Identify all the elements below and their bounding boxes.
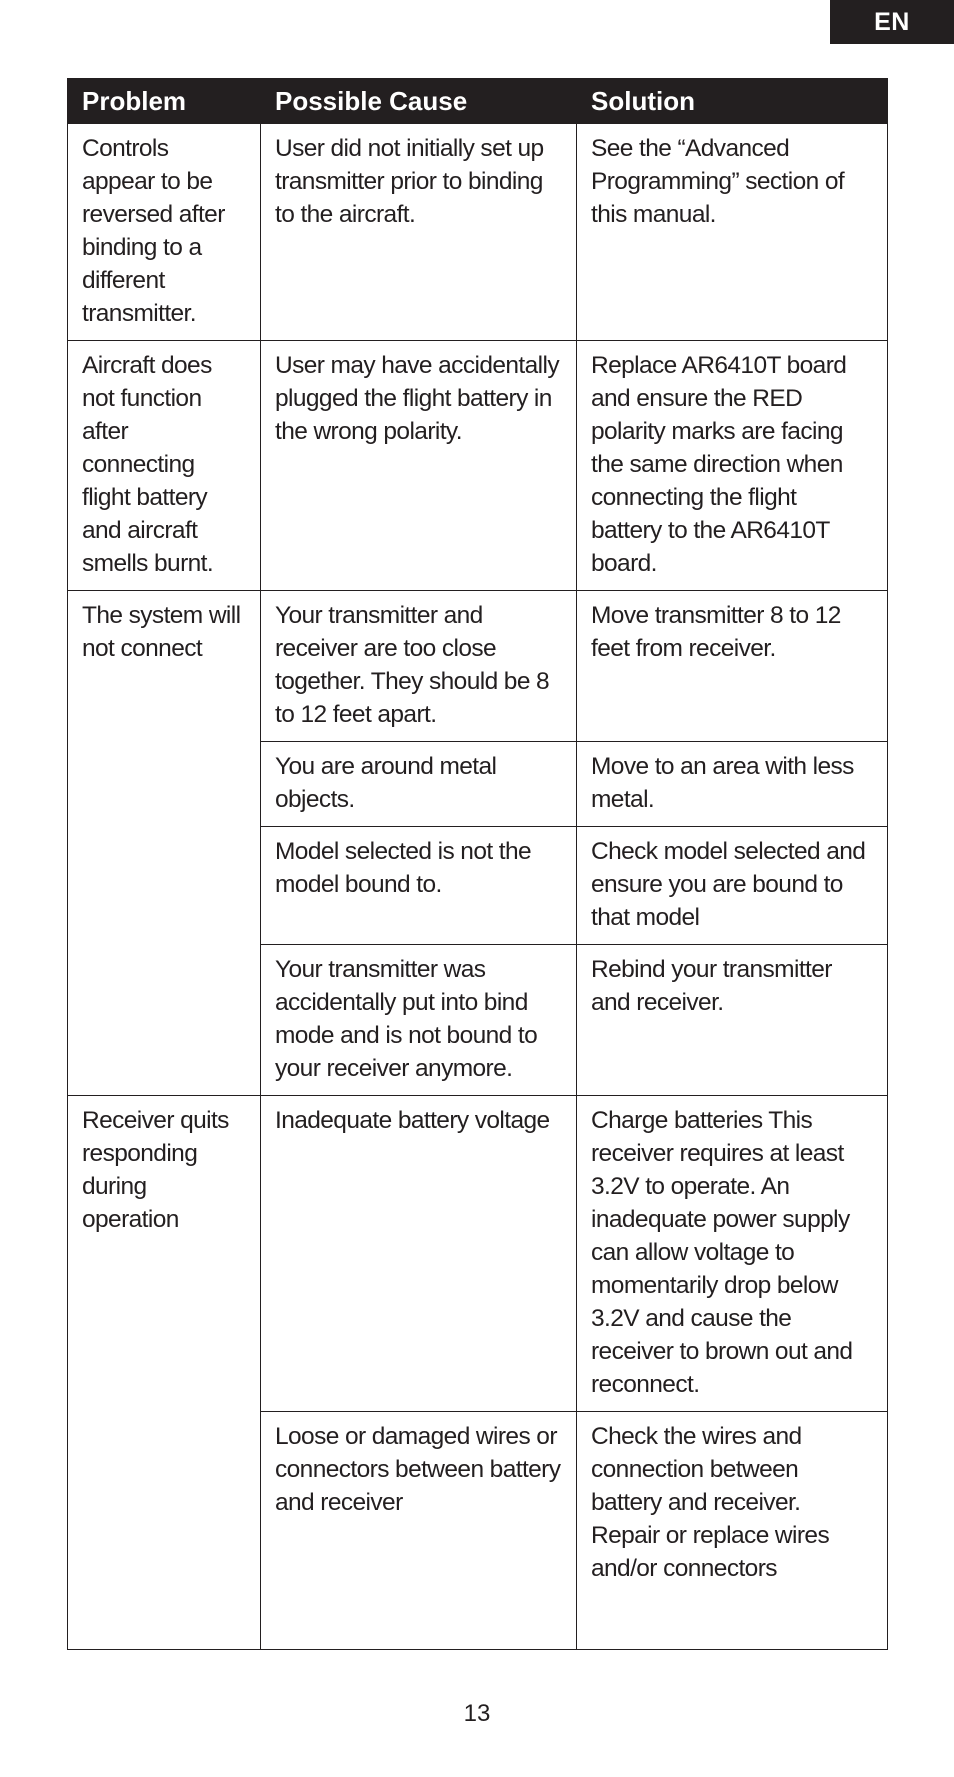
problem-cell: Receiver quits responding during operation <box>68 1096 261 1650</box>
table-row <box>68 591 888 742</box>
solution-cell: Charge batteries This receiver requires at least 3.2V to operate. An inadequate power supply can allow voltage to momentarily drop below 3.2V and cause the receiver to brown out and reconnect. <box>577 1096 888 1412</box>
solution-cell: Check model selected and ensure you are bound to that model <box>577 827 888 945</box>
page-number: 13 <box>463 1700 491 1727</box>
header-row <box>68 79 888 124</box>
table-row <box>68 1096 888 1412</box>
solution-cell: See the “Advanced Programming” section of this manual. <box>577 124 888 341</box>
table-body <box>68 124 888 1650</box>
table-row <box>68 341 888 591</box>
solution-cell: Check the wires and connection between battery and receiver. Repair or replace wires and/or connectors <box>577 1412 888 1650</box>
cause-cell: Your transmitter and receiver are too close together. They should be 8 to 12 feet apart. <box>261 591 577 742</box>
table-row <box>68 124 888 341</box>
problem-cell: The system will not connect <box>68 591 261 1096</box>
troubleshooting-table <box>67 78 888 1650</box>
cause-cell: Your transmitter was accidentally put into bind mode and is not bound to your receiver anymore. <box>261 945 577 1096</box>
cause-cell: User did not initially set up transmitter prior to binding to the aircraft. <box>261 124 577 341</box>
cause-cell: You are around metal objects. <box>261 742 577 827</box>
problem-cell: Controls appear to be reversed after binding to a different transmitter. <box>68 124 261 341</box>
cause-cell: Model selected is not the model bound to. <box>261 827 577 945</box>
language-tab: EN <box>830 0 954 44</box>
header-possible-cause: Possible Cause <box>261 79 577 124</box>
header-solution: Solution <box>577 79 888 124</box>
header-problem: Problem <box>68 79 261 124</box>
problem-cell: Aircraft does not function after connecting flight battery and aircraft smells burnt. <box>68 341 261 591</box>
solution-cell: Replace AR6410T board and ensure the RED polarity marks are facing the same direction when connecting the flight battery to the AR6410T board. <box>577 341 888 591</box>
cause-cell: Loose or damaged wires or connectors between battery and receiver <box>261 1412 577 1650</box>
solution-cell: Rebind your transmitter and receiver. <box>577 945 888 1096</box>
solution-cell: Move to an area with less metal. <box>577 742 888 827</box>
solution-cell: Move transmitter 8 to 12 feet from receiver. <box>577 591 888 742</box>
cause-cell: Inadequate battery voltage <box>261 1096 577 1412</box>
cause-cell: User may have accidentally plugged the flight battery in the wrong polarity. <box>261 341 577 591</box>
table-header <box>68 79 888 124</box>
